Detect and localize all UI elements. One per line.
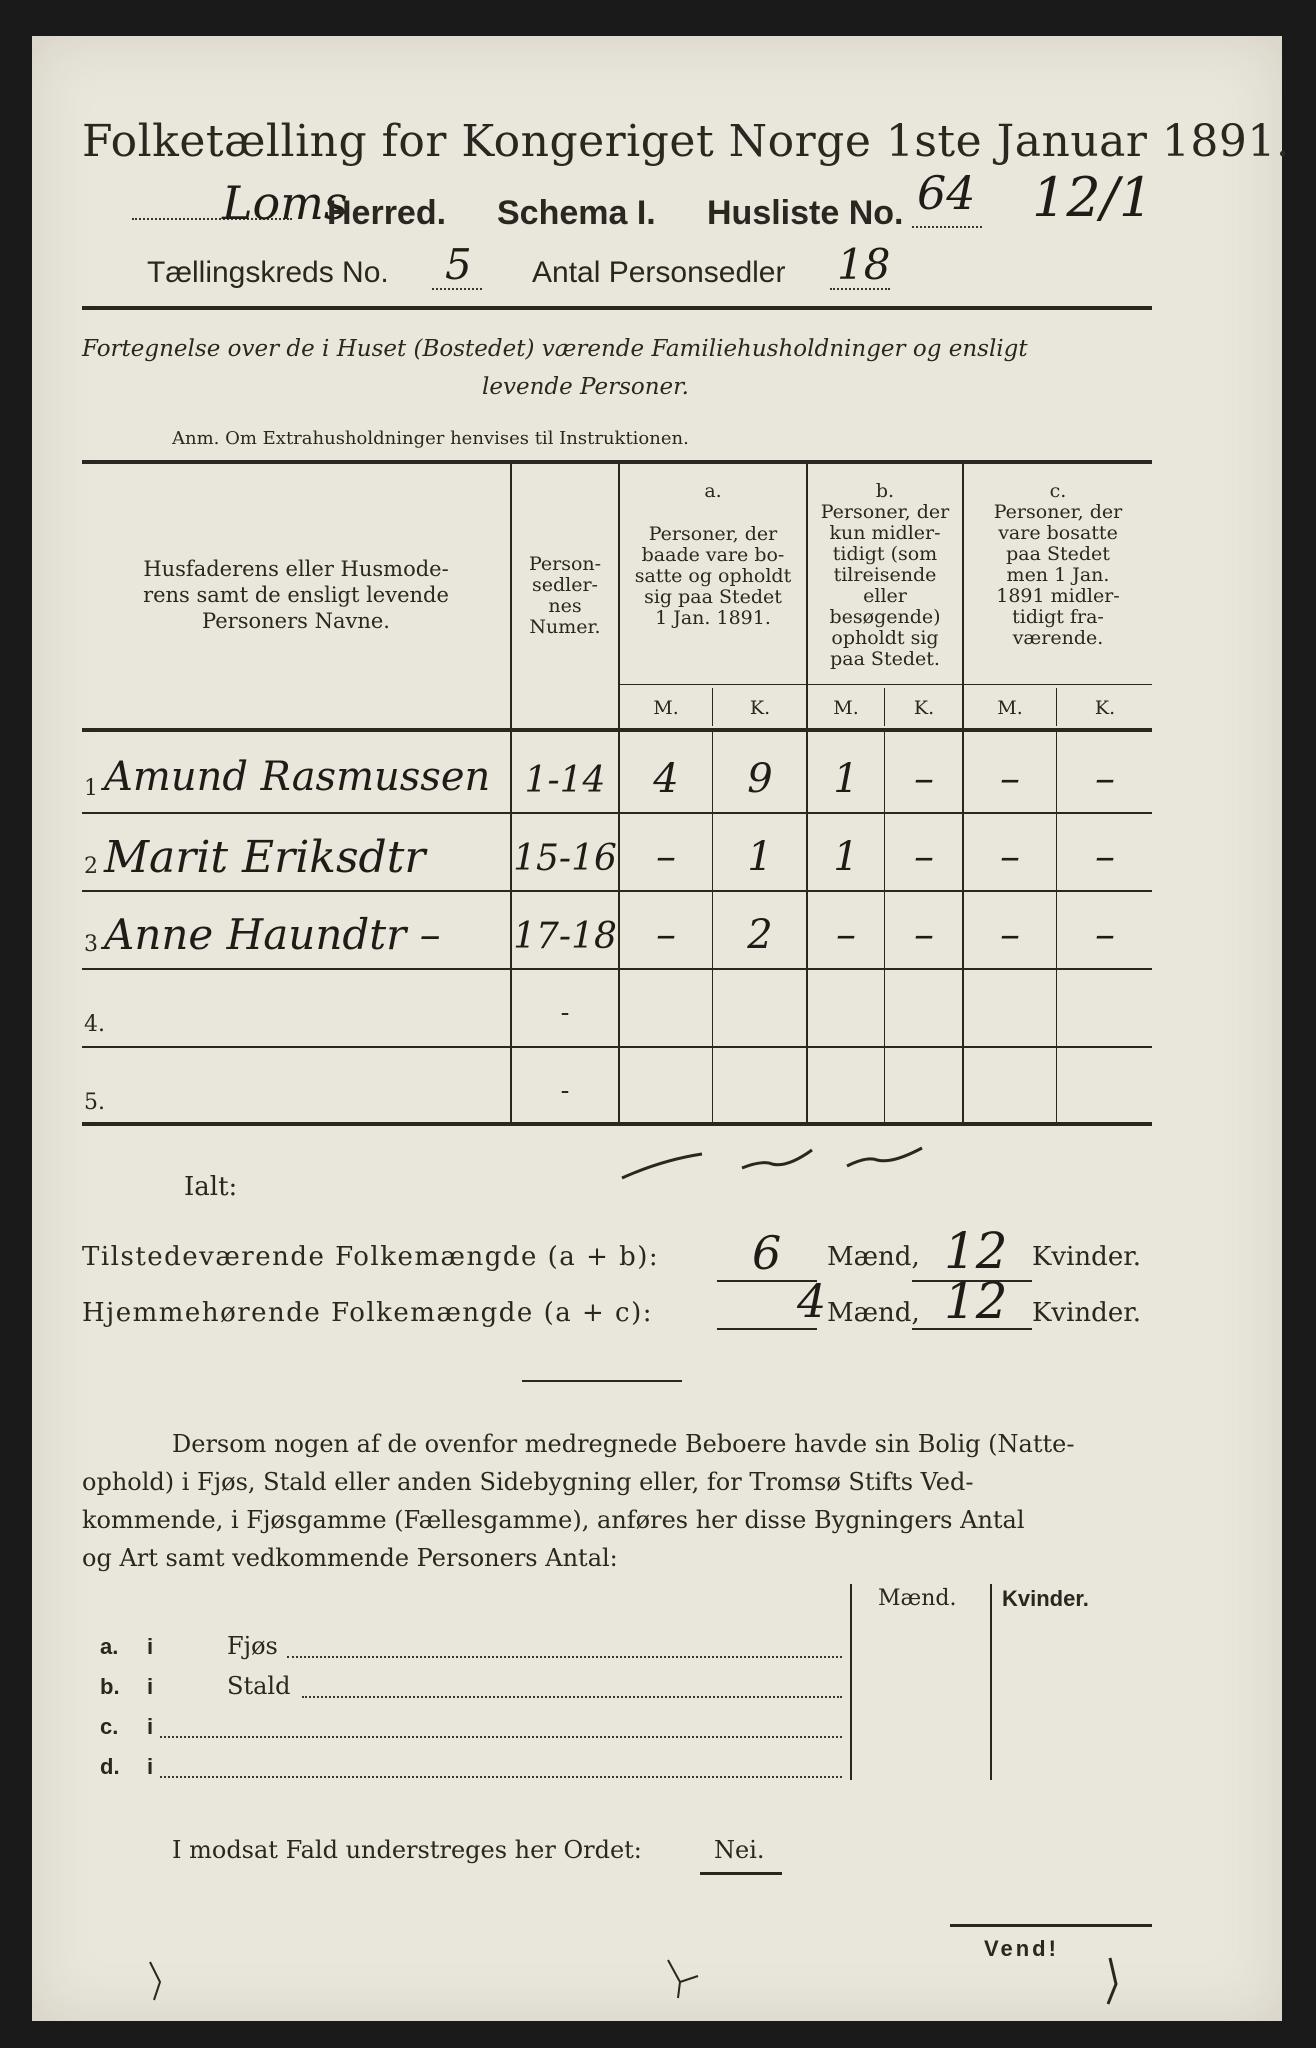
- group-a-header: [620, 481, 806, 629]
- table-bottom-rule: [82, 1122, 1152, 1126]
- row-num: 17-18: [513, 916, 617, 957]
- row-name: Marit Eriksdtr: [104, 832, 426, 883]
- nei-word: Nei.: [714, 1836, 765, 1864]
- group-b-line: eller: [863, 585, 907, 607]
- group-a-line: Personer, der: [648, 523, 778, 545]
- row-number: 4.: [84, 1012, 105, 1037]
- body-vline: [884, 732, 885, 1122]
- group-c-line: tidigt fra-: [1012, 606, 1104, 628]
- cell-a-k: 1: [747, 834, 773, 880]
- tilstede-kvinder: Kvinder.: [1032, 1242, 1142, 1272]
- section-divider: [522, 1380, 682, 1382]
- herred-value: Loms: [222, 176, 348, 230]
- mk-divider: [712, 688, 713, 726]
- kreds-value: 5: [445, 240, 472, 289]
- antal-label: Antal Personsedler: [532, 256, 786, 289]
- cell-b-k: –: [914, 834, 934, 880]
- sub-k-c: K.: [1094, 697, 1116, 719]
- cell-b-m: –: [836, 912, 856, 958]
- body-vline: [712, 732, 713, 1122]
- subtitle-line-2: levende Personer.: [482, 374, 689, 400]
- col-name-line: Husfaderens eller Husmode-: [143, 557, 449, 581]
- col-name-header: [82, 556, 510, 634]
- group-c-line: vare bosatte: [998, 522, 1118, 544]
- kreds-label: Tællingskreds No.: [147, 256, 389, 289]
- row-number: 3: [84, 932, 98, 957]
- cell-b-k: –: [914, 756, 934, 802]
- husliste-value: 64: [917, 166, 976, 220]
- row-num: -: [560, 998, 570, 1028]
- building-label: Fjøs: [227, 1632, 278, 1660]
- buildings-maend-header: Mænd.: [878, 1586, 957, 1611]
- cell-c-k: –: [1095, 834, 1115, 880]
- edge-mark: [1092, 1954, 1132, 2014]
- note-line: ophold) i Fjøs, Stald eller anden Sidebygning eller, for Tromsø Stifts Ved-: [82, 1468, 974, 1496]
- row-rule: [82, 890, 1152, 892]
- modsat-text: I modsat Fald understreges her Ordet:: [172, 1836, 642, 1864]
- col-num-line: Person-: [528, 553, 602, 575]
- check-marks: [612, 1130, 952, 1190]
- row-number: 5.: [84, 1090, 105, 1115]
- building-i: i: [147, 1674, 154, 1699]
- building-letter: d.: [100, 1754, 120, 1779]
- buildings-kvinder-header: Kvinder.: [1002, 1586, 1089, 1611]
- tilstede-label: Tilstedeværende Folkemængde (a + b):: [82, 1242, 660, 1272]
- husliste-dotline: [912, 226, 982, 228]
- group-a-line: satte og opholdt: [634, 565, 792, 587]
- nei-underline: [700, 1872, 782, 1875]
- buildings-vline: [990, 1584, 992, 1780]
- mk-divider: [1056, 688, 1057, 726]
- cell-c-k: –: [1095, 756, 1115, 802]
- group-a-line: sig paa Stedet: [644, 586, 782, 608]
- group-c-line: 1891 midler-: [996, 585, 1120, 607]
- building-letter: c.: [100, 1714, 119, 1739]
- group-b-line: Personer, der: [820, 501, 950, 523]
- group-c-header: [964, 481, 1152, 649]
- mk-divider: [884, 688, 885, 726]
- group-c-letter: c.: [1049, 480, 1067, 502]
- cell-c-m: –: [1000, 834, 1020, 880]
- cell-a-m: –: [656, 912, 676, 958]
- ialt-label: Ialt:: [184, 1172, 238, 1202]
- hjemme-kvinder: Kvinder.: [1032, 1298, 1142, 1328]
- edge-mark: [662, 1954, 712, 2004]
- group-b-line: tidigt (som: [832, 543, 938, 565]
- antal-value: 18: [837, 240, 891, 289]
- building-label: Stald: [227, 1672, 291, 1700]
- tilstede-k-value: 12: [944, 1222, 1008, 1280]
- table-top-rule: [82, 460, 1152, 464]
- hjemme-k-value: 12: [944, 1272, 1008, 1330]
- row-rule: [82, 968, 1152, 970]
- col-num-line: nes: [548, 595, 582, 617]
- subheader-rule: [620, 684, 1152, 685]
- col-num-line: Numer.: [529, 616, 601, 638]
- cell-a-k: 2: [747, 912, 773, 958]
- hjemme-m-line: [717, 1328, 817, 1330]
- sub-m-b: M.: [833, 697, 859, 719]
- group-c-line: paa Stedet: [1006, 543, 1110, 565]
- group-b-header: [808, 481, 962, 670]
- cell-c-m: –: [1000, 756, 1020, 802]
- note-line: kommende, i Fjøsgamme (Fællesgamme), anføres her disse Bygningers Antal: [82, 1506, 1025, 1534]
- vend-rule: [950, 1924, 1152, 1927]
- note-line: Dersom nogen af de ovenfor medregnede Beboere havde sin Bolig (Natte-: [172, 1430, 1075, 1458]
- group-b-line: opholdt sig: [831, 627, 939, 649]
- col-name-line: rens samt de ensligt levende: [143, 583, 449, 607]
- cell-a-m: 4: [653, 756, 679, 802]
- buildings-vline: [850, 1584, 852, 1780]
- col-num-header: [512, 554, 618, 638]
- margin-note: 12/1: [1032, 166, 1154, 229]
- building-letter: b.: [100, 1674, 120, 1699]
- header-rule: [82, 306, 1152, 310]
- building-dotline: [287, 1656, 842, 1658]
- group-a-line: baade vare bo-: [641, 544, 785, 566]
- sub-k-b: K.: [913, 697, 935, 719]
- building-i: i: [147, 1714, 154, 1739]
- hjemme-maend: Mænd,: [827, 1298, 920, 1328]
- building-i: i: [147, 1754, 154, 1779]
- vend-label: Vend!: [984, 1936, 1059, 1961]
- row-number: 1: [84, 776, 98, 801]
- tilstede-m-value: 6: [752, 1226, 782, 1280]
- hjemme-label: Hjemmehørende Folkemængde (a + c):: [82, 1298, 653, 1328]
- row-num: 15-16: [513, 838, 617, 879]
- group-c-line: værende.: [1012, 627, 1104, 649]
- sub-m-c: M.: [997, 697, 1023, 719]
- census-sheet: [32, 36, 1291, 2021]
- note-line: og Art samt vedkommende Personers Antal:: [82, 1544, 618, 1572]
- row-rule: [82, 812, 1152, 814]
- building-dotline: [302, 1696, 842, 1698]
- col-num-line: sedler-: [532, 574, 598, 596]
- group-b-line: tilreisende: [833, 564, 937, 586]
- body-vline: [1056, 732, 1057, 1122]
- group-b-line: kun midler-: [829, 522, 941, 544]
- row-num: -: [560, 1076, 570, 1106]
- row-num: 1-14: [524, 760, 606, 801]
- cell-c-k: –: [1095, 912, 1115, 958]
- sub-m-a: M.: [653, 697, 679, 719]
- group-b-line: paa Stedet.: [830, 648, 940, 670]
- husliste-label: Husliste No.: [707, 194, 904, 232]
- edge-mark: [142, 1956, 182, 2006]
- group-a-letter: a.: [704, 480, 722, 502]
- tilstede-maend: Mænd,: [827, 1242, 920, 1272]
- group-c-line: men 1 Jan.: [1006, 564, 1110, 586]
- row-rule: [82, 1046, 1152, 1048]
- building-dotline: [160, 1736, 842, 1738]
- building-letter: a.: [100, 1634, 119, 1659]
- row-name: Anne Haundtr –: [104, 910, 441, 959]
- group-b-letter: b.: [875, 480, 895, 502]
- cell-c-m: –: [1000, 912, 1020, 958]
- schema-label: Schema I.: [497, 194, 656, 232]
- cell-a-m: –: [656, 834, 676, 880]
- cell-b-m: 1: [833, 756, 859, 802]
- cell-a-k: 9: [747, 756, 773, 802]
- group-a-line: 1 Jan. 1891.: [655, 607, 771, 629]
- sub-k-a: K.: [749, 697, 771, 719]
- group-b-line: besøgende): [829, 606, 941, 628]
- anm-note: Anm. Om Extrahusholdninger henvises til Instruktionen.: [172, 428, 689, 449]
- cell-b-m: 1: [833, 834, 859, 880]
- header-bottom-rule: [82, 728, 1152, 732]
- building-dotline: [160, 1776, 842, 1778]
- group-c-line: Personer, der: [993, 501, 1123, 523]
- col-name-line: Personers Navne.: [202, 609, 390, 633]
- herred-label: Herred.: [327, 194, 447, 232]
- row-name: Amund Rasmussen: [104, 754, 491, 800]
- building-i: i: [147, 1634, 154, 1659]
- hjemme-m-value: 4: [797, 1274, 827, 1328]
- cell-b-k: –: [914, 912, 934, 958]
- subtitle-line-1: Fortegnelse over de i Huset (Bostedet) værende Familiehusholdninger og ensligt: [82, 336, 1028, 362]
- page-title: Folketælling for Kongeriget Norge 1ste Januar 1891.: [82, 116, 1291, 167]
- row-number: 2: [84, 854, 98, 879]
